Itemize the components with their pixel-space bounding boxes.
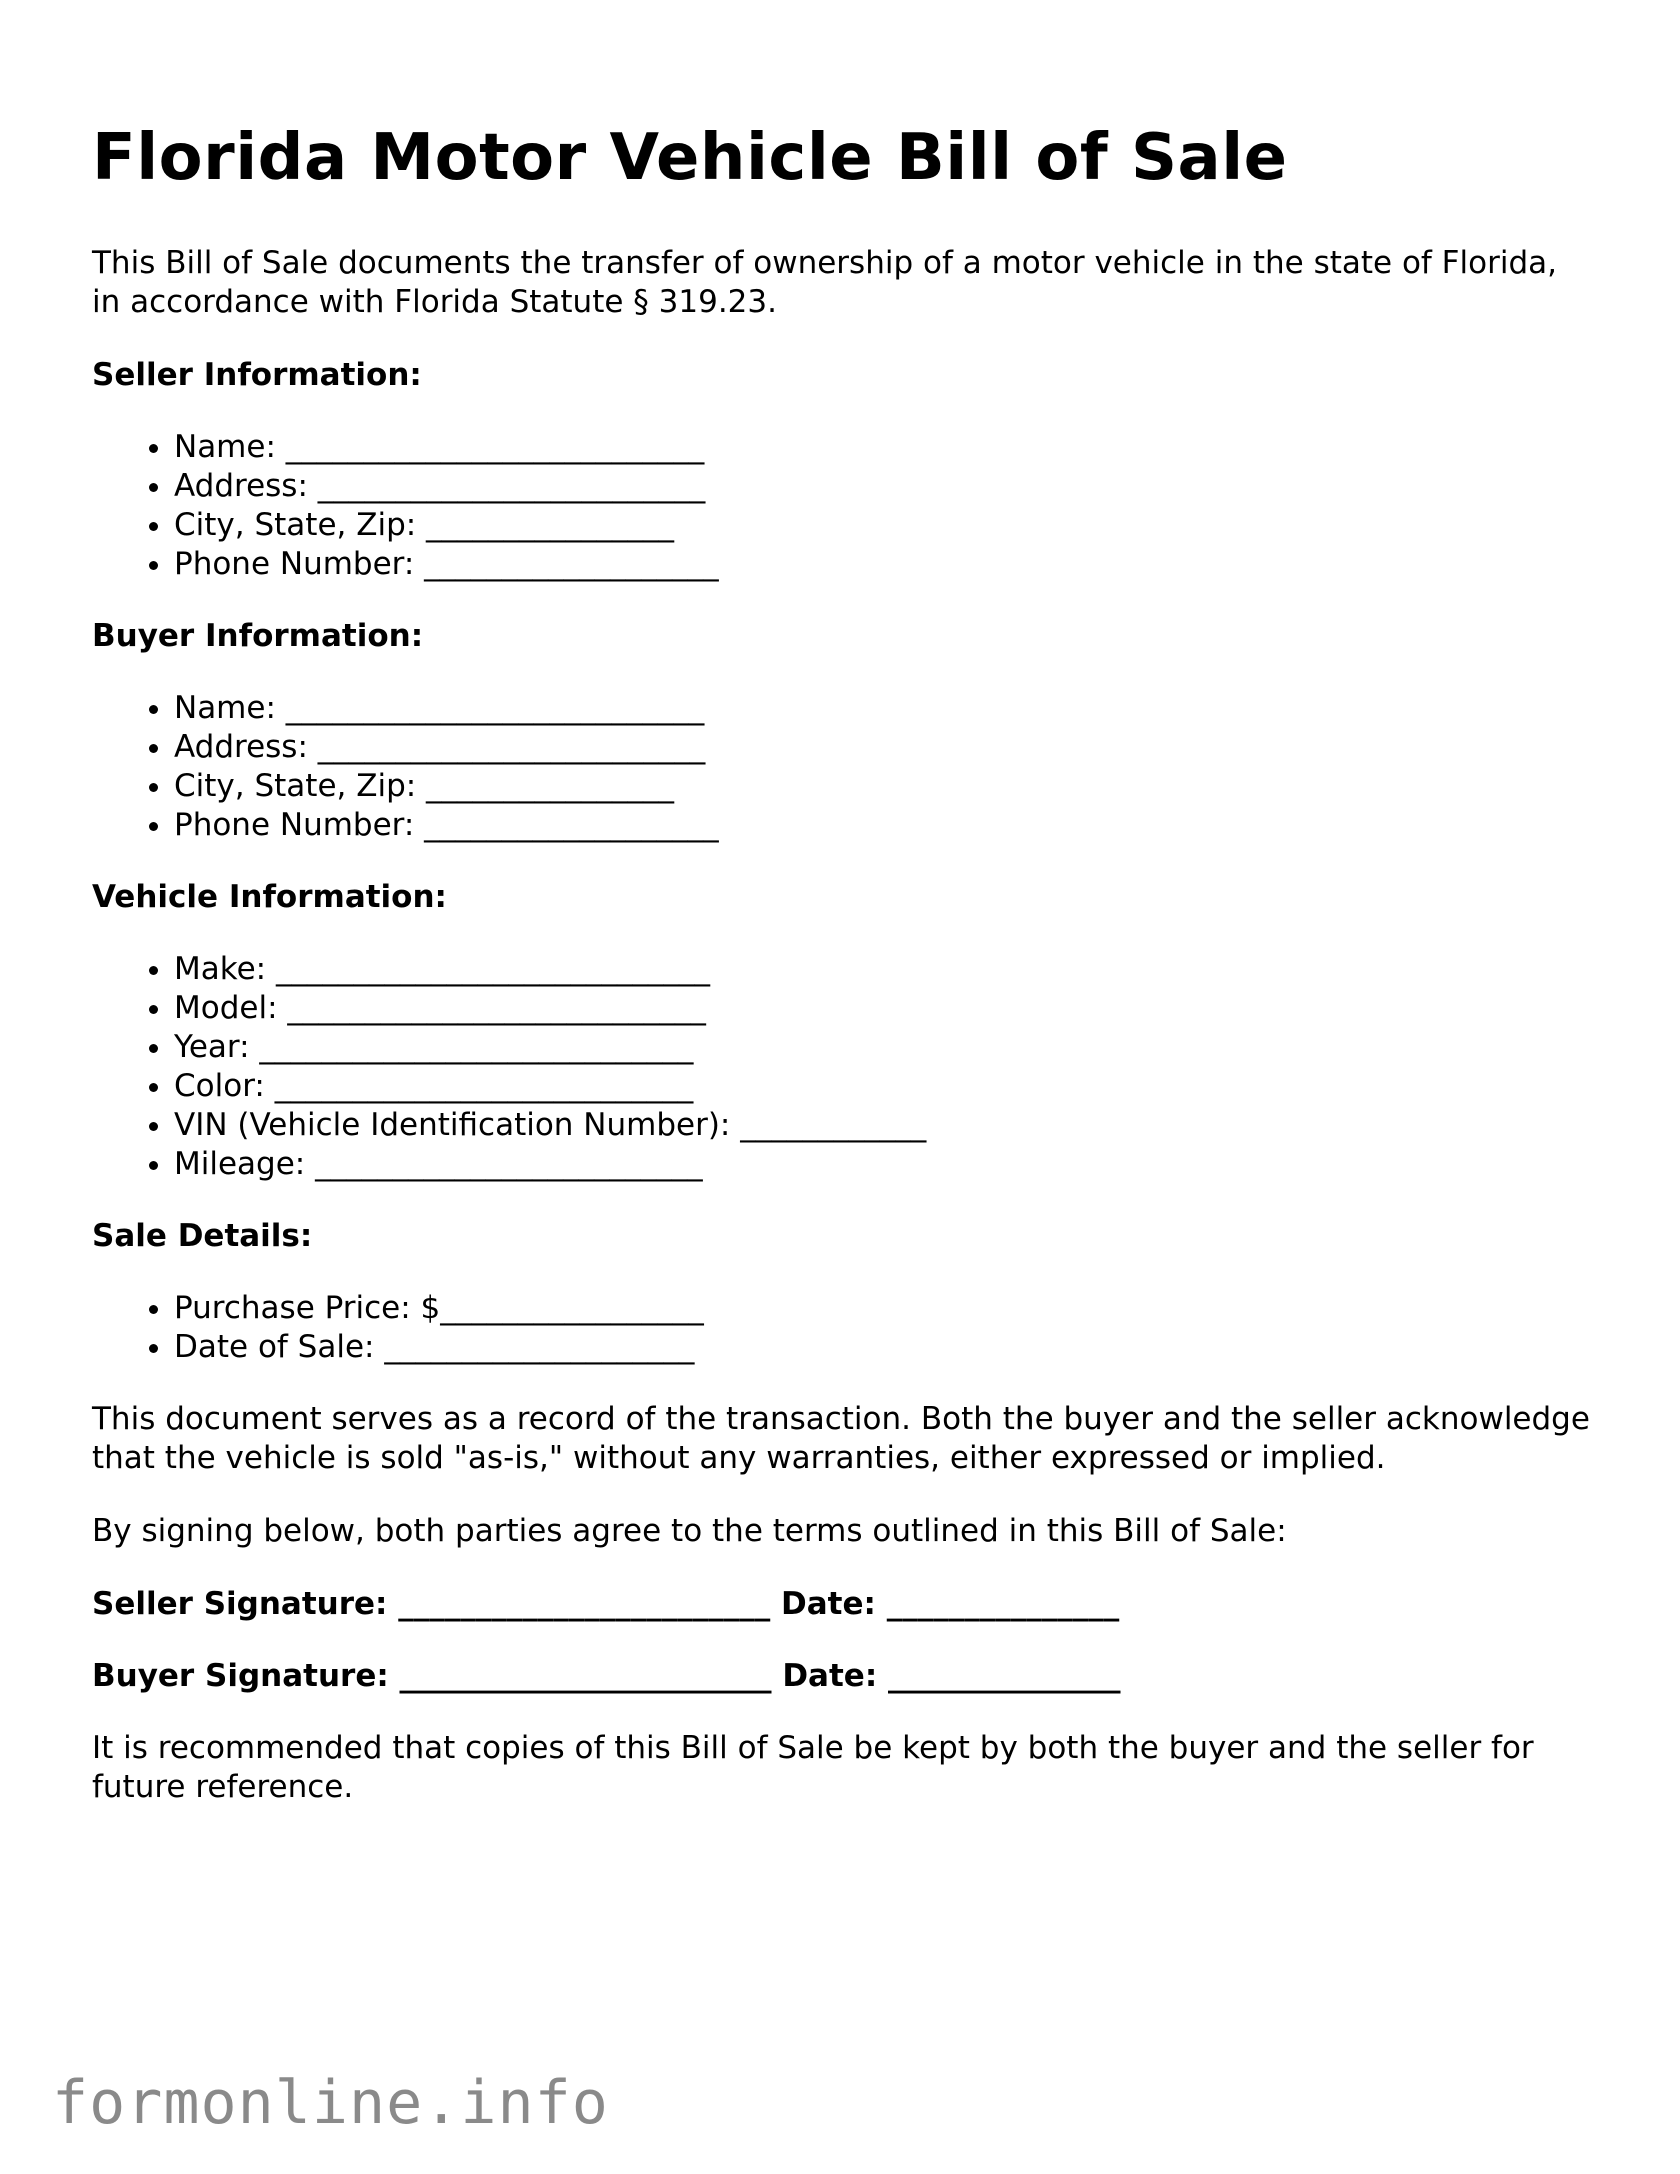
buyer-address-field: • Address: _________________________ (174, 728, 1592, 767)
agree-paragraph: By signing below, both parties agree to the terms outlined in this Bill of Sale: (92, 1513, 1287, 1549)
record-paragraph: This document serves as a record of the transaction. Both the buyer and the seller acknowledge that the vehicle is sold "as-is," without any warranties, either expressed or implied. (92, 1401, 1590, 1476)
watermark-text: formonline.info (52, 2068, 609, 2138)
seller-city-state-zip-field: • City, State, Zip: ________________ (174, 506, 1592, 545)
seller-address-field: • Address: _________________________ (174, 467, 1592, 506)
buyer-list (92, 689, 1592, 845)
buyer-heading: Buyer Information: (92, 618, 424, 654)
buyer-city-state-zip-field: • City, State, Zip: ________________ (174, 767, 1592, 806)
buyer-signature-line: Buyer Signature: ________________________ Date: _______________ (92, 1658, 1121, 1694)
vehicle-heading: Vehicle Information: (92, 879, 447, 915)
seller-phone-field: • Phone Number: ___________________ (174, 545, 1592, 584)
buyer-phone-field: • Phone Number: ___________________ (174, 806, 1592, 845)
seller-heading: Seller Information: (92, 357, 422, 393)
seller-list (92, 428, 1592, 584)
sale-list (92, 1289, 1592, 1367)
sale-heading: Sale Details: (92, 1218, 313, 1254)
vehicle-model-field: • Model: ___________________________ (174, 989, 1592, 1028)
closing-paragraph: It is recommended that copies of this Bill of Sale be kept by both the buyer and the seller for future reference. (92, 1730, 1534, 1805)
document-title: Florida Motor Vehicle Bill of Sale (92, 121, 1288, 195)
vehicle-vin-field: • VIN (Vehicle Identification Number): ____________ (174, 1106, 1592, 1145)
document-page (92, 118, 1592, 1841)
vehicle-list (92, 950, 1592, 1184)
vehicle-mileage-field: • Mileage: _________________________ (174, 1145, 1592, 1184)
purchase-price-field: • Purchase Price: $_________________ (174, 1289, 1592, 1328)
date-of-sale-field: • Date of Sale: ____________________ (174, 1328, 1592, 1367)
intro-paragraph: This Bill of Sale documents the transfer of ownership of a motor vehicle in the state of Florida, in accordance with Florida Statute § 319.23. (92, 245, 1557, 320)
vehicle-color-field: • Color: ___________________________ (174, 1067, 1592, 1106)
seller-signature-line: Seller Signature: ________________________ Date: _______________ (92, 1586, 1120, 1622)
buyer-name-field: • Name: ___________________________ (174, 689, 1592, 728)
vehicle-make-field: • Make: ____________________________ (174, 950, 1592, 989)
seller-name-field: • Name: ___________________________ (174, 428, 1592, 467)
vehicle-year-field: • Year: ____________________________ (174, 1028, 1592, 1067)
